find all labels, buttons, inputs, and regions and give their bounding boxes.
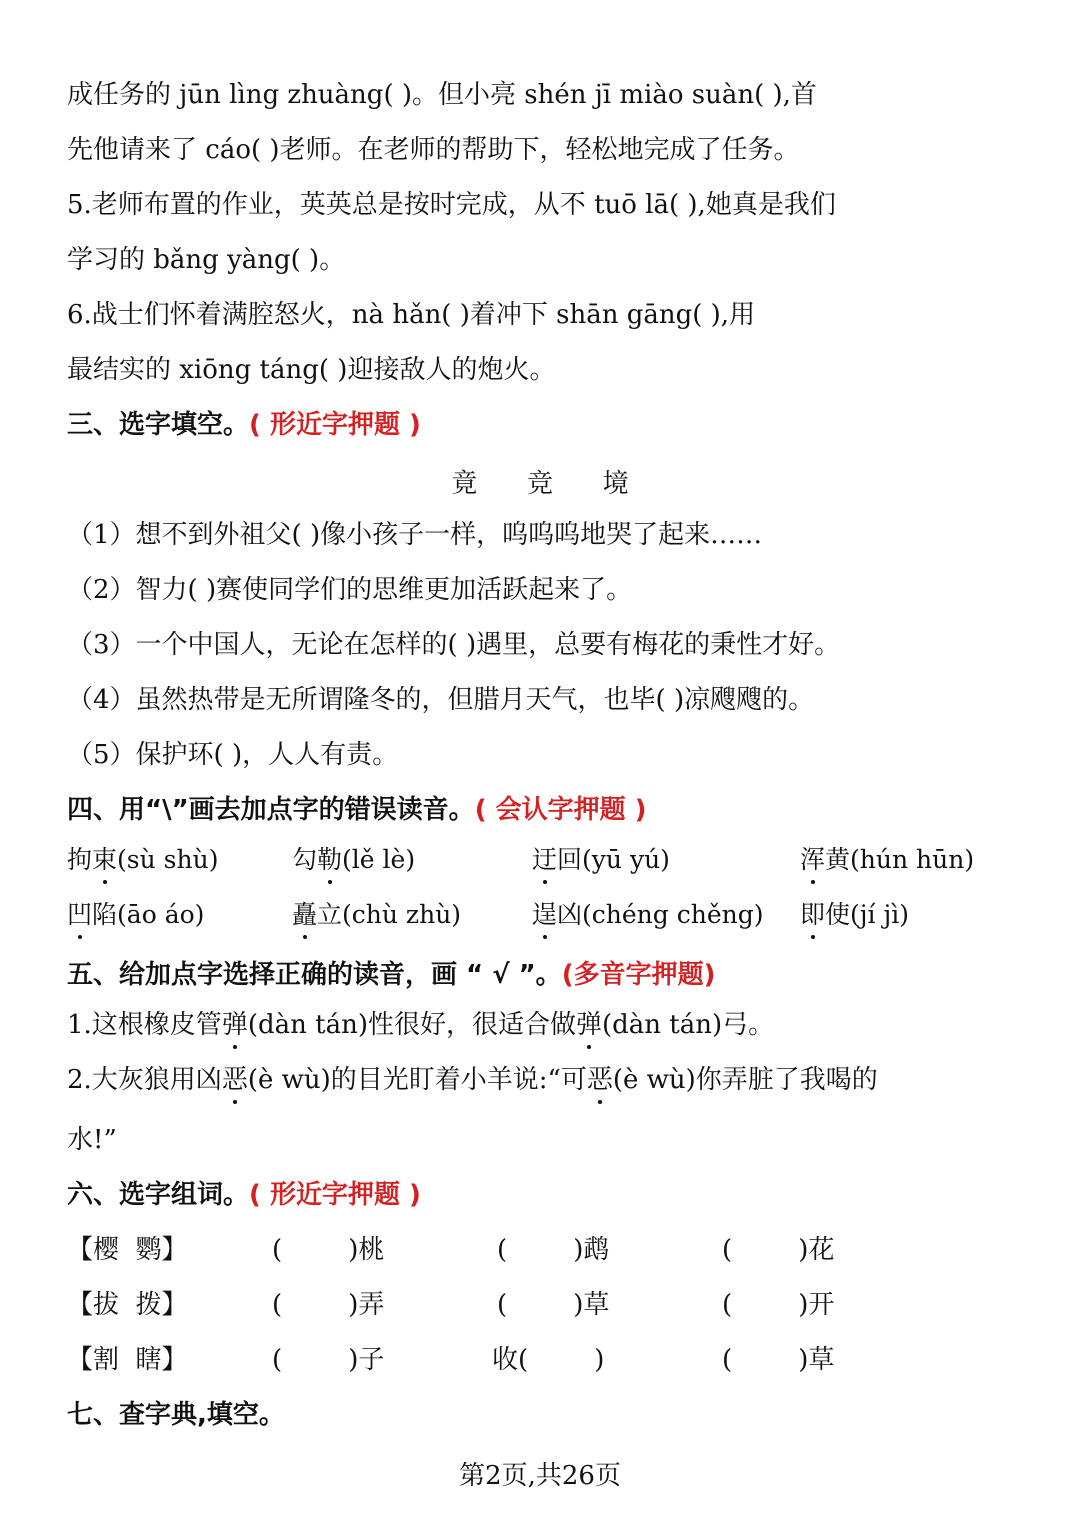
word-item: 凹陷(āo áo) [67, 898, 204, 932]
q5-line-1: 5.老师布置的作业，英英总是按时完成，从不 tuō lā( ),她真是我们 [67, 190, 836, 220]
q4-line-1: 成任务的 jūn lìng zhuàng( )。但小亮 shén jī miào suàn( ),首 [67, 80, 817, 110]
dotted-char: 迂 [532, 843, 557, 877]
word-item: 即使(jí jì) [800, 898, 909, 932]
page-number-footer: 第2页,共26页 [459, 1461, 621, 1491]
dotted-char: 逞 [532, 898, 557, 932]
section-3-char-options: 竟 竞 境 [451, 469, 629, 499]
section-3-title: 三、选字填空。 [67, 410, 250, 440]
dotted-char: 恶 [221, 1065, 248, 1095]
word-item: 勾勒(lě lè) [292, 843, 415, 877]
word-blank: ( )弄 [272, 1290, 385, 1320]
word-blank: ( )开 [722, 1290, 835, 1320]
dotted-char: 弹 [575, 1010, 602, 1040]
word-blank: 收( ) [492, 1345, 605, 1375]
dotted-char: 矗 [292, 898, 317, 932]
section-6-tag: ( 形近字押题 ) [249, 1180, 421, 1210]
dotted-char: 弹 [221, 1010, 248, 1040]
word-item: 逞凶(chéng chěng) [532, 898, 764, 932]
word-blank: ( )草 [722, 1345, 835, 1375]
dotted-char: 束 [92, 843, 117, 877]
dotted-char: 浑 [800, 843, 825, 877]
dotted-char: 勒 [317, 843, 342, 877]
word-item: 迂回(yū yú) [532, 843, 670, 877]
word-blank: ( )子 [272, 1345, 385, 1375]
section-3-heading [67, 408, 1040, 442]
dotted-char: 即 [800, 898, 825, 932]
char-group: 【割 瞎】 [67, 1345, 188, 1375]
word-item: 拘束(sù shù) [67, 843, 218, 877]
section-5-heading [67, 958, 1040, 992]
section-6-title: 六、选字组词。 [67, 1180, 250, 1210]
dotted-char: 凹 [67, 898, 92, 932]
section-4-heading [67, 793, 1040, 827]
section-5-tag: (多音字押题) [561, 960, 716, 990]
section-7-title: 七、查字典,填空。 [67, 1400, 285, 1430]
dotted-char: 恶 [586, 1065, 613, 1095]
word-blank: ( )花 [722, 1235, 835, 1265]
q6-line-1: 6.战士们怀着满腔怒火，nà hǎn( )着冲下 shān gāng( ),用 [67, 300, 756, 330]
section-3-item-5: （5）保护环( )，人人有责。 [67, 740, 399, 770]
q6-line-2: 最结实的 xiōng táng( )迎接敌人的炮火。 [67, 355, 556, 385]
char-group: 【樱 鹦】 [67, 1235, 188, 1265]
word-blank: ( )鹉 [497, 1235, 610, 1265]
word-item: 矗立(chù zhù) [292, 898, 461, 932]
section-3-item-4: （4）虽然热带是无所谓隆冬的，但腊月天气，也毕( )凉飕飕的。 [67, 685, 815, 715]
q4-line-2: 先他请来了 cáo( )老师。在老师的帮助下，轻松地完成了任务。 [67, 135, 800, 165]
section-5-title: 五、给加点字选择正确的读音，画 “ √ ”。 [67, 960, 562, 990]
section-5-sentence-2-cont: 水!” [67, 1125, 117, 1155]
section-4-tag: ( 会认字押题 ) [474, 795, 647, 825]
section-3-item-1: （1）想不到外祖父( )像小孩子一样，呜呜呜地哭了起来…… [67, 520, 763, 550]
section-6-heading [67, 1178, 1040, 1212]
word-item: 浑黄(hún hūn) [800, 843, 974, 877]
word-blank: ( )桃 [272, 1235, 385, 1265]
word-blank: ( )草 [497, 1290, 610, 1320]
char-group: 【拔 拨】 [67, 1290, 188, 1320]
section-4-title: 四、用“\”画去加点字的错误读音。 [67, 795, 475, 825]
q5-line-2: 学习的 bǎng yàng( )。 [67, 245, 346, 275]
section-5-sentence-1: 1.这根橡皮管弹(dàn tán)性很好，很适合做弹(dàn tán)弓。 [67, 1010, 775, 1040]
section-5-sentence-2: 2.大灰狼用凶恶(è wù)的目光盯着小羊说:“可恶(è wù)你弄脏了我喝的 [67, 1065, 878, 1095]
section-3-item-2: （2）智力( )赛使同学们的思维更加活跃起来了。 [67, 575, 633, 605]
section-7-heading [67, 1398, 1040, 1432]
section-3-item-3: （3）一个中国人，无论在怎样的( )遇里，总要有梅花的秉性才好。 [67, 630, 841, 660]
section-3-tag: ( 形近字押题 ) [249, 410, 421, 440]
